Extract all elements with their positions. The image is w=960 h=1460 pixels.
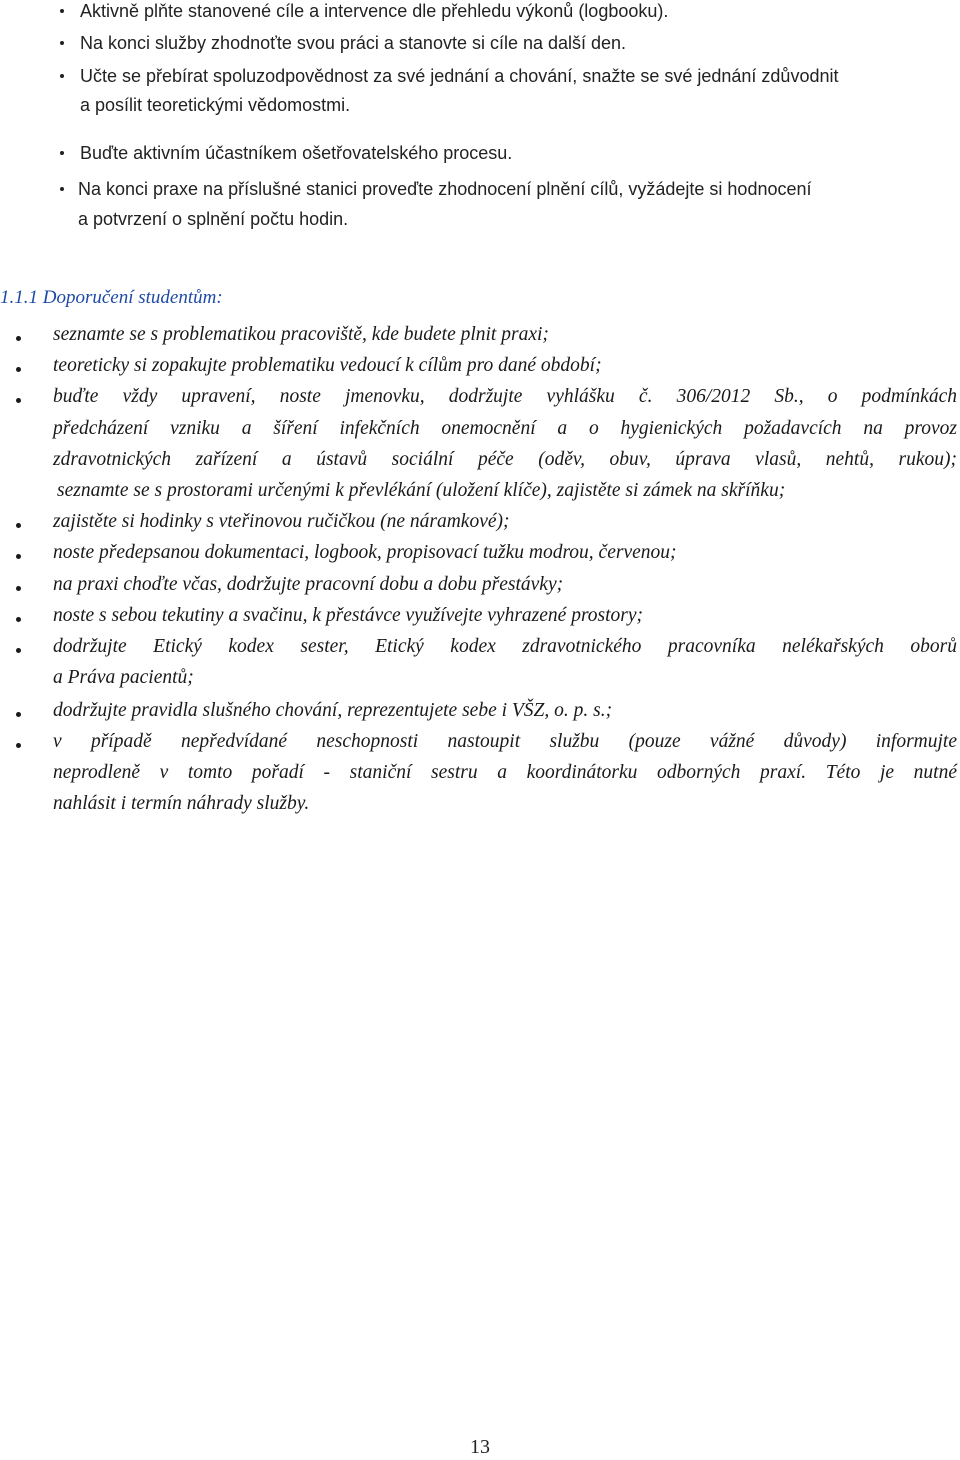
list-item-text: na praxi choďte včas, dodržujte pracovní dobu a dobu přestávky; bbox=[53, 574, 564, 595]
list-item-text: v případě nepředvídané neschopnosti nastoupit službu (pouze vážné důvody) informujte bbox=[53, 731, 957, 752]
bullet-icon bbox=[16, 586, 21, 591]
list-item-text: neprodleně v tomto pořadí - staniční sestru a koordinátorku odborných praxí. Této je nutné bbox=[53, 762, 957, 783]
bullet-icon bbox=[60, 187, 64, 191]
list-item-text: Učte se přebírat spoluzodpovědnost za své jednání a chování, snažte se své jednání zdůvodnit bbox=[80, 66, 839, 86]
list-item-text: seznamte se s problematikou pracoviště, kde budete plnit praxi; bbox=[53, 324, 549, 345]
section-heading: 1.1.1 Doporučení studentům: bbox=[0, 287, 223, 308]
list-item-text: Na konci praxe na příslušné stanici proveďte zhodnocení plnění cílů, vyžádejte si hodnocení bbox=[78, 179, 812, 199]
bullet-icon bbox=[16, 523, 21, 528]
list-item-text: zajistěte si hodinky s vteřinovou ručičkou (ne náramkové); bbox=[53, 511, 510, 532]
bullet-icon bbox=[16, 336, 21, 341]
list-item-text: Buďte aktivním účastníkem ošetřovatelského procesu. bbox=[80, 143, 513, 163]
bullet-icon bbox=[16, 398, 21, 403]
bullet-icon bbox=[16, 712, 21, 717]
list-item-text: noste s sebou tekutiny a svačinu, k přestávce využívejte vyhrazené prostory; bbox=[53, 605, 644, 626]
bullet-icon bbox=[16, 617, 21, 622]
list-item-text: teoreticky si zopakujte problematiku vedoucí k cílům pro dané období; bbox=[53, 355, 602, 376]
list-item-text: a Práva pacientů; bbox=[53, 667, 194, 688]
list-item-text: nahlásit i termín náhrady služby. bbox=[53, 793, 310, 814]
list-item-text: buďte vždy upravení, noste jmenovku, dodržujte vyhlášku č. 306/2012 Sb., o podmínkách bbox=[53, 386, 957, 407]
list-item-text: a posílit teoretickými vědomostmi. bbox=[80, 95, 351, 115]
page-number: 13 bbox=[470, 1436, 490, 1458]
list-item-text: Aktivně plňte stanovené cíle a intervence dle přehledu výkonů (logbooku). bbox=[80, 1, 669, 21]
bullet-icon bbox=[16, 367, 21, 372]
list-item-text: zdravotnických zařízení a ústavů sociální péče (oděv, obuv, úprava vlasů, nehtů, rukou); bbox=[53, 449, 957, 470]
list-item-text: a potvrzení o splnění počtu hodin. bbox=[78, 209, 349, 229]
bullet-icon bbox=[60, 74, 64, 78]
bullet-icon bbox=[16, 743, 21, 748]
list-item-text: dodržujte Etický kodex sester, Etický kodex zdravotnického pracovníka nelékařských oborů bbox=[53, 636, 957, 657]
list-item-text: seznamte se s prostorami určenými k převlékání (uložení klíče), zajistěte si zámek na skříňku; bbox=[57, 480, 786, 501]
list-item-text: předcházení vzniku a šíření infekčních onemocnění a o hygienických požadavcích na provoz bbox=[53, 418, 957, 439]
bullet-icon bbox=[16, 554, 21, 559]
list-item-text: noste předepsanou dokumentaci, logbook, propisovací tužku modrou, červenou; bbox=[53, 542, 677, 563]
list-item-text: Na konci služby zhodnoťte svou práci a stanovte si cíle na další den. bbox=[80, 33, 627, 53]
bullet-icon bbox=[16, 648, 21, 653]
bullet-icon bbox=[60, 9, 64, 13]
list-item-text: dodržujte pravidla slušného chování, reprezentujete sebe i VŠZ, o. p. s.; bbox=[53, 700, 613, 721]
bullet-icon bbox=[60, 41, 64, 45]
bullet-icon bbox=[60, 151, 64, 155]
